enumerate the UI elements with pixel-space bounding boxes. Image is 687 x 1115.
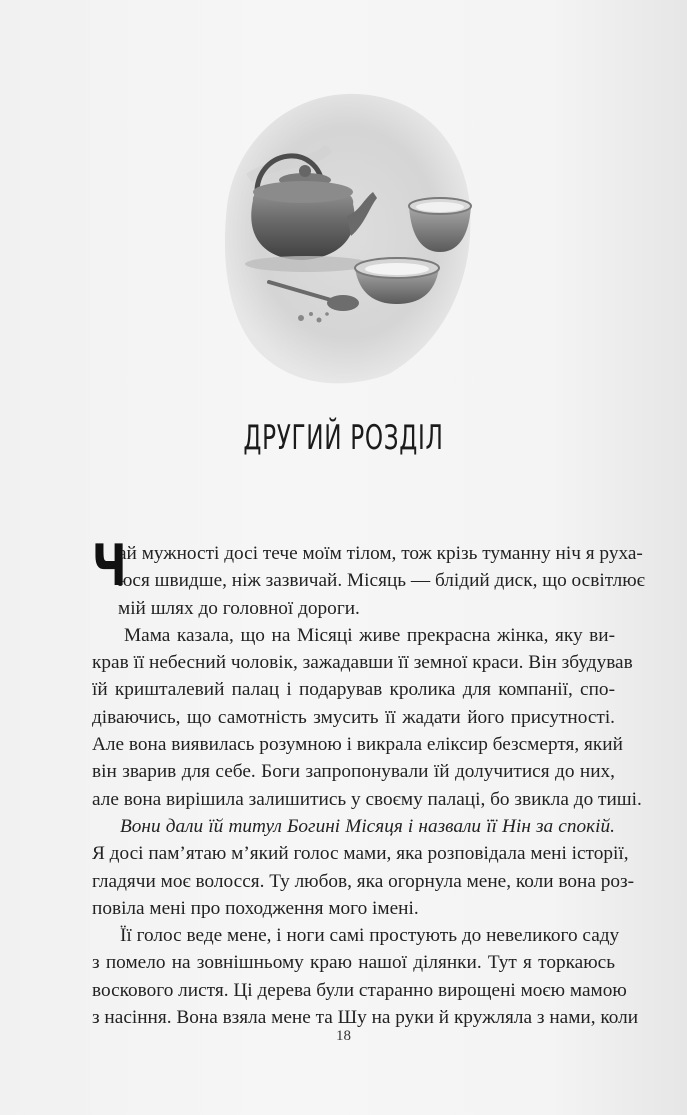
teapot-and-cups-illustration: [219, 88, 475, 390]
text-line: їй кришталевий палац і подарував кролика для компанії, спо-: [92, 679, 615, 701]
text-line: крав її небесний чоловік, зажадавши її земної краси. Він збудував: [92, 652, 633, 674]
text-line: гладячи моє волосся. Ту любов, яка огорнула мене, коли вона роз-: [92, 870, 635, 892]
chapter-title: ДРУГИЙ РОЗДІЛ: [243, 418, 444, 458]
text-line: Але вона виявилась розумною і викрала еліксир безсмертя, який: [92, 734, 623, 756]
text-line: Я досі пам’ятаю м’який голос мами, яка розповідала мені історії,: [92, 843, 629, 865]
text-line: воскового листя. Ці дерева були старанно вирощені моєю мамою: [92, 979, 627, 1001]
text-line: юся швидше, ніж зазвичай. Місяць — блідий диск, що освітлює: [118, 570, 645, 592]
page-number: 18: [336, 1028, 351, 1044]
text-line: з насіння. Вона взяла мене та Шу на руки й кружляла з нами, коли: [92, 1007, 639, 1029]
dropcap: Ч: [92, 533, 127, 599]
text-line: повіла мені про походження мого імені.: [92, 897, 419, 919]
text-line: Мама казала, що на Місяці живе прекрасна жінка, яку ви-: [124, 624, 615, 646]
text-line: Її голос веде мене, і ноги самі простують до невеликого саду: [120, 925, 620, 947]
text-line: він зварив для себе. Боги запропонували їй долучитися до них,: [92, 761, 615, 783]
body-text: [92, 533, 645, 1031]
text-line: але вона вирішила залишитись у своєму палаці, бо звикла до тиші.: [92, 788, 642, 810]
text-line: з помело на зовнішньому краю нашої ділянки. Тут я торкаюсь: [92, 952, 615, 974]
text-line: діваючись, що самотність змусить її жадати його присутності.: [92, 706, 615, 728]
text-line: мій шлях до головної дороги.: [118, 597, 360, 619]
text-line-content: ай мужності досі тече моїм тілом, тож крізь туманну ніч я руха-: [118, 543, 643, 564]
text-line: Вони дали їй титул Богині Місяця і назвали її Нін за спокій.: [120, 815, 615, 837]
